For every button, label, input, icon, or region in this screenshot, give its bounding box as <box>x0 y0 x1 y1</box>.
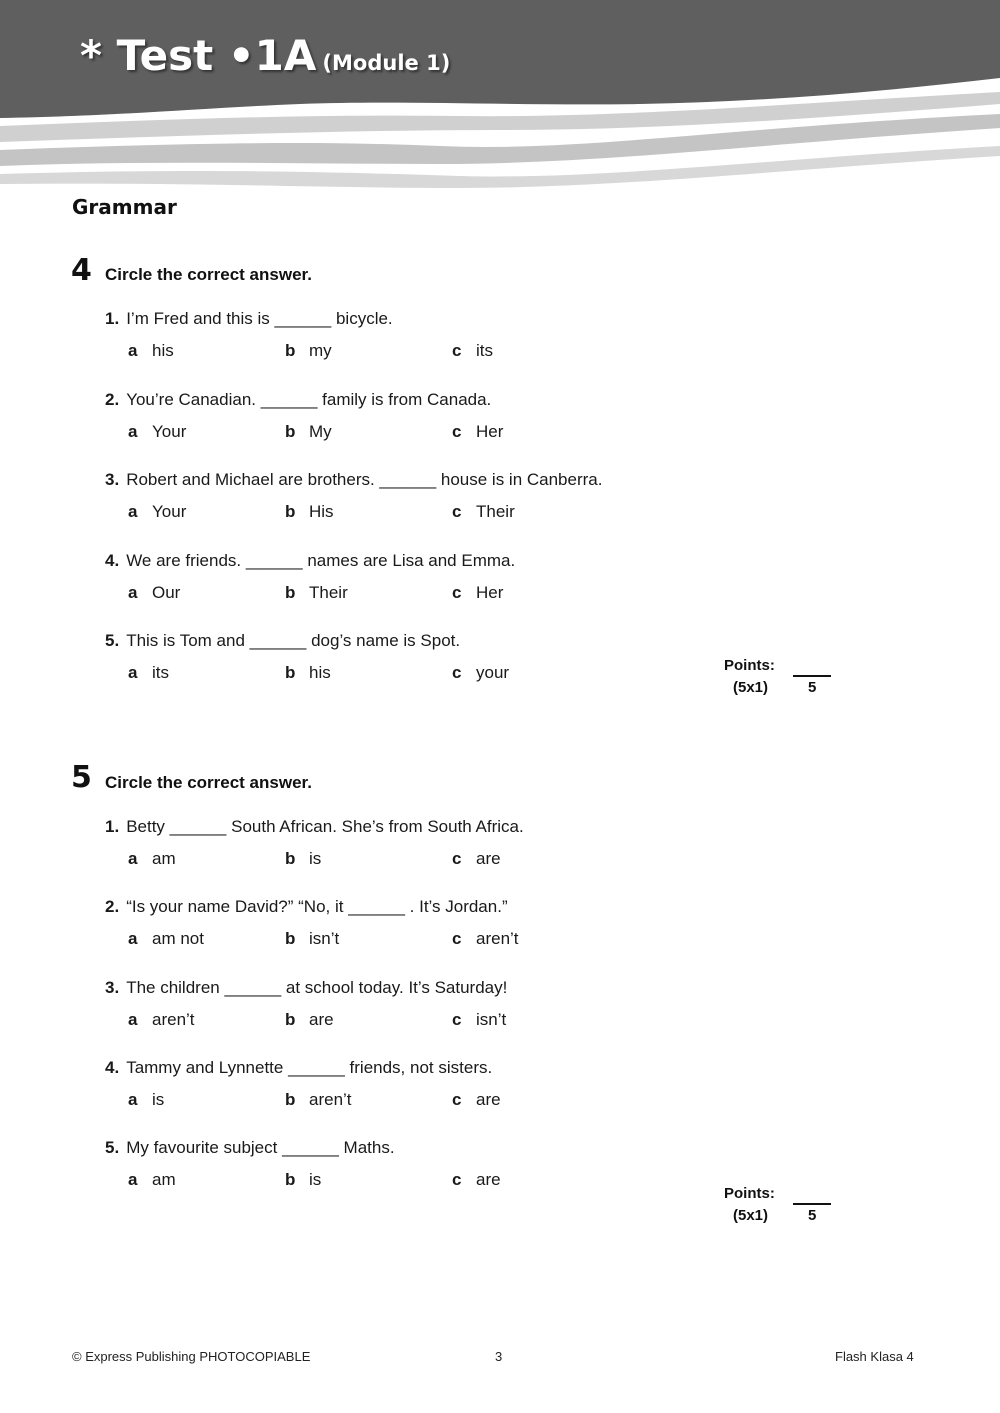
wave-decoration <box>0 0 1000 190</box>
option-a[interactable]: a is <box>128 1090 165 1109</box>
question-text: Betty ______ South African. She’s from South Africa. <box>126 817 524 836</box>
question <box>105 390 491 410</box>
question-number: 2. <box>105 897 120 916</box>
option-b[interactable]: b is <box>285 1170 322 1189</box>
exercise-instruction: Circle the correct answer. <box>105 265 312 284</box>
points-formula: (5x1) <box>733 679 769 696</box>
question-text: This is Tom and ______ dog’s name is Spot. <box>126 631 461 650</box>
question-number: 3. <box>105 470 120 489</box>
question-text: You’re Canadian. ______ family is from Canada. <box>126 390 492 409</box>
question <box>105 631 460 651</box>
question-text: Robert and Michael are brothers. ______ house is in Canberra. <box>126 470 603 489</box>
title-main: * Test •1A <box>80 31 317 80</box>
option-a[interactable]: a Your <box>128 502 187 521</box>
question <box>105 897 508 917</box>
footer-page-number: 3 <box>495 1349 503 1364</box>
question-number: 4. <box>105 1058 120 1077</box>
option-b[interactable]: b isn’t <box>285 929 340 948</box>
option-a[interactable]: a Your <box>128 422 187 441</box>
question-number: 1. <box>105 309 120 328</box>
points-label: Points: <box>724 1185 775 1202</box>
option-b[interactable]: b His <box>285 502 334 521</box>
option-a[interactable]: a am <box>128 1170 176 1189</box>
question <box>105 1138 395 1158</box>
option-a[interactable]: a its <box>128 663 169 682</box>
question-number: 4. <box>105 551 120 570</box>
question-number: 1. <box>105 817 120 836</box>
exercise-instruction: Circle the correct answer. <box>105 773 312 792</box>
question-text: We are friends. ______ names are Lisa and Emma. <box>126 551 516 570</box>
option-c[interactable]: c Their <box>452 502 515 521</box>
question-text: I’m Fred and this is ______ bicycle. <box>126 309 393 328</box>
option-c[interactable]: c are <box>452 849 501 868</box>
question-text: Tammy and Lynnette ______ friends, not sisters. <box>126 1058 493 1077</box>
option-c[interactable]: c its <box>452 341 493 360</box>
option-c[interactable]: c Her <box>452 583 504 602</box>
exercise-number: 5 <box>71 760 92 795</box>
question-number: 5. <box>105 1138 120 1157</box>
section-title: Grammar <box>72 195 177 219</box>
test-title <box>80 30 450 89</box>
title-module: (Module 1) <box>322 51 451 75</box>
score-line <box>793 1203 831 1205</box>
option-c[interactable]: c isn’t <box>452 1010 507 1029</box>
option-a[interactable]: a am not <box>128 929 204 948</box>
option-c[interactable]: c are <box>452 1090 501 1109</box>
score-line <box>793 675 831 677</box>
question <box>105 1058 492 1078</box>
header-banner <box>0 0 1000 190</box>
option-b[interactable]: b My <box>285 422 332 441</box>
question <box>105 551 515 571</box>
points-box <box>722 1185 834 1235</box>
option-c[interactable]: c are <box>452 1170 501 1189</box>
option-c[interactable]: c your <box>452 663 510 682</box>
question-number: 2. <box>105 390 120 409</box>
option-c[interactable]: c aren’t <box>452 929 519 948</box>
points-total: 5 <box>808 679 817 696</box>
question <box>105 470 602 490</box>
points-box <box>722 657 834 707</box>
option-a[interactable]: a Our <box>128 583 181 602</box>
question <box>105 978 507 998</box>
question-number: 3. <box>105 978 120 997</box>
question-text: The children ______ at school today. It’s Saturday! <box>126 978 508 997</box>
option-b[interactable]: b are <box>285 1010 334 1029</box>
option-a[interactable]: a aren’t <box>128 1010 195 1029</box>
exercise-number: 4 <box>71 253 92 288</box>
points-formula: (5x1) <box>733 1207 769 1224</box>
question <box>105 309 393 329</box>
option-b[interactable]: b is <box>285 849 322 868</box>
footer-copyright: © Express Publishing PHOTOCOPIABLE <box>72 1349 311 1364</box>
question-text: “Is your name David?” “No, it ______ . It’s Jordan.” <box>126 897 508 916</box>
option-b[interactable]: b Their <box>285 583 348 602</box>
question-number: 5. <box>105 631 120 650</box>
option-b[interactable]: b my <box>285 341 332 360</box>
points-label: Points: <box>724 657 775 674</box>
points-total: 5 <box>808 1207 817 1224</box>
footer-book-title: Flash Klasa 4 <box>835 1349 914 1364</box>
option-a[interactable]: a his <box>128 341 174 360</box>
question-text: My favourite subject ______ Maths. <box>126 1138 395 1157</box>
option-a[interactable]: a am <box>128 849 176 868</box>
option-b[interactable]: b aren’t <box>285 1090 352 1109</box>
option-c[interactable]: c Her <box>452 422 504 441</box>
question <box>105 817 524 837</box>
option-b[interactable]: b his <box>285 663 331 682</box>
